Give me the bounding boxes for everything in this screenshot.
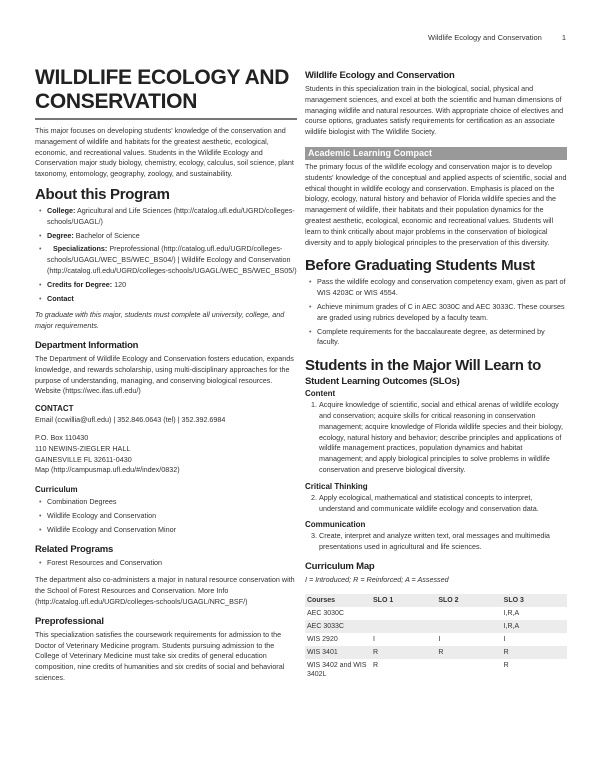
website-link[interactable]: Website (https://wec.ifas.ufl.edu/) [35,386,141,396]
curriculum-map-heading: Curriculum Map [305,560,375,572]
compact-text: The primary focus of the wildlife ecology and conservation major is to develop students' knowledge of the conceptual and applied aspects of scientific, social and ethical thought in wildlife ecology and conservation. Emphasis is placed on the biology, ecology, natural history and behavior of Florida wildlife species and the management of wildlife, their habitats and their population dynamics for the greatest aesthetic, ecological, economic and recreational values. Students will learn to think critically about major problems in the conservation of biological diversity and to apply biological principles to the preservation of this diversity. [305,161,567,247]
cell: I [503,635,506,643]
running-header [428,33,566,42]
coadmin-text: The department also co-administers a major in natural resource conservation with the School of Forest Resources and Conservation. More Info (http://catalog.ufl.edu/UGRD/colleges-schools/UGAGL/NRC_BSF/) [35,575,295,606]
address-line: 110 NEWINS-ZIEGLER HALL [35,443,131,453]
table-row [305,659,567,681]
before-list [305,277,567,348]
about-item-degree: • Degree: Bachelor of Science [47,231,297,242]
curriculum-link[interactable]: • Wildlife Ecology and Conservation [47,511,297,522]
specialization-links[interactable]: Preprofessional (http://catalog.ufl.edu/UGRD/colleges-schools/UGAGL/WEC_BS/WEC_BS04/) | Wildlife Ecology and Conservation (http://catalog.ufl.edu/UGRD/colleges-schools/UGAGL/WEC_BS/WEC_BS05/) [47,244,297,275]
preprofessional-heading: Preprofessional [35,615,104,627]
curriculum-map-legend: I = Introduced; R = Reinforced; A = Assessed [305,574,449,584]
about-list [35,206,297,304]
slo-list-communication [305,531,567,553]
page-title: WILDLIFE ECOLOGY AND CONSERVATION [35,66,297,120]
before-item: • Complete requirements for the baccalaureate degree, as determined by faculty. [317,327,567,349]
contact-line[interactable]: Email (ccwillia@ufl.edu) | 352.846.0643 (tel) | 352.392.6984 [35,415,226,425]
curriculum-link[interactable]: • Wildlife Ecology and Conservation Minor [47,525,297,536]
course-cell[interactable]: AEC 3030C [307,609,344,617]
about-item-specializations: • Specializations: Preprofessional (http://catalog.ufl.edu/UGRD/colleges-schools/UGAGL/WEC_BS/WEC_BS04/) | Wildlife Ecology and Conservation (http://catalog.ufl.edu/UGRD/colleges-schools/UGAGL/WEC_BS/WEC_BS05/) [47,244,297,276]
critical-thinking-heading: Critical Thinking [305,481,368,491]
right-column [305,70,567,681]
table-row [305,607,567,620]
page-number: 1 [561,33,566,42]
department-text: The Department of Wildlife Ecology and Conservation fosters education, expands knowledge, and rewards scholarship, using multi-disciplinary approaches for the purpose of understanding, managing, and conserving biological resources. [35,353,294,385]
cell [436,659,501,681]
graduation-note: To graduate with this major, students must complete all university, college, and major requirements. [35,310,285,331]
about-item-college: • College: Agricultural and Life Sciences (http://catalog.ufl.edu/UGRD/colleges-schools/UGAGL/) [47,206,297,228]
column-header: Courses [307,596,336,604]
contact-heading: CONTACT [35,404,74,414]
slo-item: 1. Acquire knowledge of scientific, social and ethical arenas of wildlife ecology and conservation; acquire skills for critical reasoning in conservation management; acquire knowledge of Florida wildlife species and their biology, ecology, natural history and behavior; describe principles and applications of wildlife management practices, population dynamics and habitat management; and apply biological principles to solve problems in wildlife conservation and preserve biological diversity. [319,400,567,476]
related-programs-heading: Related Programs [35,543,114,555]
cell: R [438,648,444,656]
preprofessional-text: This specialization satisfies the coursework requirements for admission to the Doctor of Veterinary Medicine program. Students pursuing admission to the College of Veterinary Medicine must take six credits of general education composition, nine credits of humanities and six credits of social and behavioral sciences. [35,629,285,682]
curriculum-list [35,497,297,535]
wec-heading: Wildlife Ecology and Conservation [305,70,455,81]
cell [436,607,501,620]
column-header: SLO 1 [373,596,394,604]
cell: R [503,648,509,656]
communication-heading: Communication [305,520,366,530]
related-program-link[interactable]: • Forest Resources and Conservation [47,558,297,569]
before-item: • Pass the wildlife ecology and conservation competency exam, given as part of WIS 4203C or WIS 4554. [317,277,567,299]
college-link[interactable]: Agricultural and Life Sciences (http://catalog.ufl.edu/UGRD/colleges-schools/UGAGL/) [47,205,295,226]
address-line: GAINESVILLE FL 32611-0430 [35,454,132,464]
slo-item: 3. Create, interpret and analyze written text, oral messages and multimedia presentations used in agricultural and life sciences. [319,531,567,553]
cell: I,R,A [503,622,520,630]
slo-heading: Student Learning Outcomes (SLOs) [305,376,460,388]
cell [371,607,436,620]
map-link[interactable]: Map (http://campusmap.ufl.edu/#/index/0832) [35,465,180,475]
course-cell[interactable]: WIS 3401 [307,648,338,656]
table-row [305,633,567,646]
curriculum-map-table [305,594,567,681]
intro-paragraph: This major focuses on developing students' knowledge of the conservation and management of wildlife and habitats for the greatest aesthetic, ecological, economic, and recreational values. Students in the Wildlife Ecology and Conservation major study biology, chemistry, ecology, calculus, soil science, plant taxonomy, entomology, geography, zoology, and sustainability. [35,126,294,179]
course-cell[interactable]: WIS 2920 [307,635,338,643]
about-item-contact: • Contact [47,294,297,305]
running-title: Wildlife Ecology and Conservation [428,33,542,42]
wec-text: Students in this specialization train in the biological, social, physical and management sciences, and excel at both the scientific and human dimensions of managing wildlife and natural resources. With appropriate choice of electives and course options, graduates satisfy requirements for certification as an associate wildlife biologist with The Wildlife Society. [305,84,564,137]
before-graduating-heading: Before Graduating Students Must [305,257,535,275]
cell: I,R,A [503,609,520,617]
left-column [35,66,297,684]
address-line: P.O. Box 110430 [35,432,89,442]
slo-list-content [305,400,567,476]
before-item: • Achieve minimum grades of C in AEC 3030C and AEC 3033C. These courses are graded using rubrics developed by a faculty team. [317,302,567,324]
cell: R [373,661,379,669]
cell: R [503,661,509,669]
cell [371,620,436,633]
column-header: SLO 3 [503,596,524,604]
curriculum-heading: Curriculum [35,485,78,495]
table-row [305,646,567,659]
slo-list-critical [305,493,567,515]
learn-heading: Students in the Major Will Learn to [305,357,542,375]
compact-heading: Academic Learning Compact [305,147,567,160]
cell: I [438,635,441,643]
course-cell[interactable]: WIS 3402 and WIS 3402L [307,661,367,678]
about-item-credits: • Credits for Degree: 120 [47,280,297,291]
cell: R [373,648,379,656]
address-block [35,433,297,476]
column-header: SLO 2 [438,596,459,604]
table-row [305,620,567,633]
cell: I [373,635,375,643]
department-heading: Department Information [35,339,139,351]
table-header-row [305,594,567,607]
curriculum-link[interactable]: • Combination Degrees [47,497,297,508]
content-heading: Content [305,389,336,399]
related-list [35,558,297,569]
about-heading: About this Program [35,185,170,203]
cell [436,620,501,633]
slo-item: 2. Apply ecological, mathematical and statistical concepts to interpret, understand and communicate wildlife ecology and conservation data. [319,493,567,515]
course-cell[interactable]: AEC 3033C [307,622,344,630]
